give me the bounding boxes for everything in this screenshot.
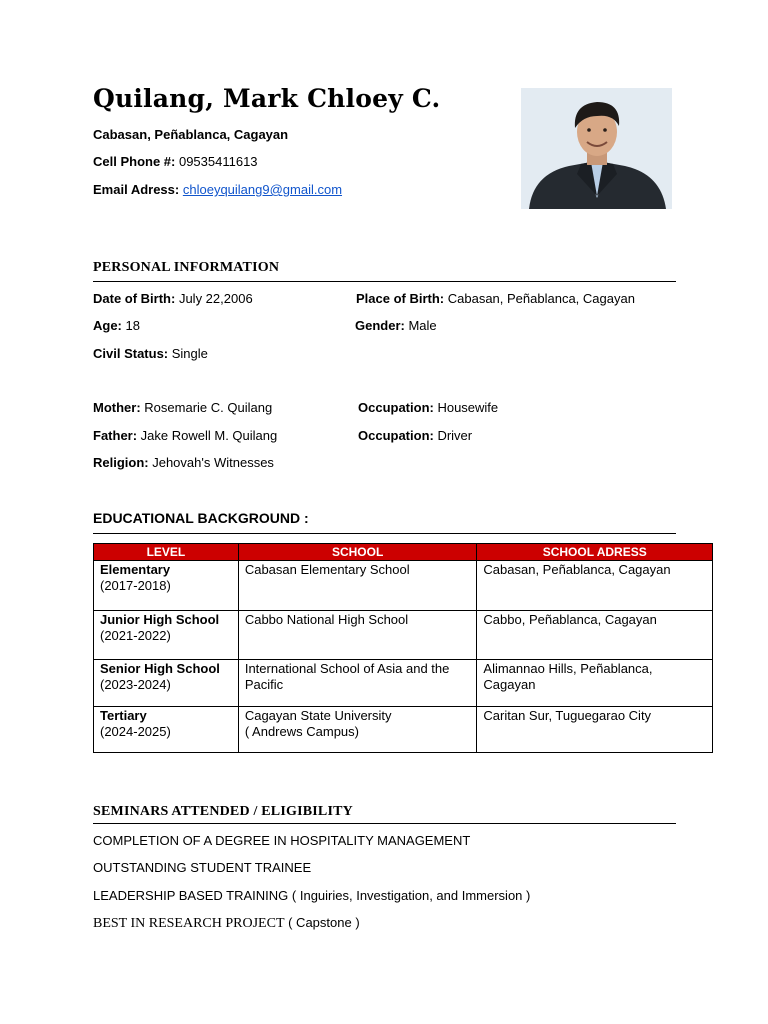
father-value: Jake Rowell M. Quilang [137, 428, 278, 443]
age-field [93, 318, 140, 333]
column-header-school: SCHOOL [238, 544, 477, 561]
pob-field [356, 291, 635, 306]
level-years: (2021-2022) [100, 628, 171, 643]
level-cell [94, 561, 239, 611]
father-label: Father: [93, 428, 138, 443]
level-years: (2017-2018) [100, 578, 171, 593]
civil-status-value: Single [168, 346, 208, 361]
level-cell [94, 660, 239, 707]
applicant-name: Quilang, Mark Chloey C. [93, 84, 441, 113]
dob-field [93, 291, 253, 306]
level-name: Elementary [100, 562, 171, 577]
address-cell: Caritan Sur, Tuguegarao City [477, 707, 713, 753]
school-name-line2: Pacific [244, 677, 284, 692]
religion-label: Religion: [93, 455, 149, 470]
gender-field [355, 318, 437, 333]
pob-value: Cabasan, Peñablanca, Cagayan [444, 291, 635, 306]
divider [93, 823, 676, 824]
father-occupation-field [358, 428, 472, 443]
personal-info-heading: PERSONAL INFORMATION [93, 260, 280, 275]
email-label: Email Adress: [93, 182, 180, 197]
applicant-address: Cabasan, Peñablanca, Cagayan [93, 127, 289, 142]
level-cell [94, 611, 239, 660]
divider [93, 533, 676, 534]
pob-label: Place of Birth: [356, 291, 445, 306]
gender-label: Gender: [355, 318, 405, 333]
mother-occupation-value: Housewife [433, 400, 499, 415]
religion-field [93, 455, 274, 470]
seminar-item [93, 915, 360, 932]
mother-value: Rosemarie C. Quilang [140, 400, 273, 415]
dob-value: July 22,2006 [175, 291, 253, 306]
address-cell: Cabbo, Peñablanca, Cagayan [477, 611, 713, 660]
profile-photo [521, 88, 672, 209]
civil-status-field [93, 346, 208, 361]
table-header-row [94, 544, 713, 561]
gender-value: Male [404, 318, 437, 333]
age-value: 18 [121, 318, 140, 333]
civil-status-label: Civil Status: [93, 346, 169, 361]
table-row [94, 611, 713, 660]
school-name: International School of Asia and the [244, 661, 450, 676]
table-row [94, 707, 713, 753]
school-name-line2: ( Andrews Campus) [244, 724, 359, 739]
seminar-item-title: BEST IN RESEARCH PROJECT [93, 916, 285, 931]
dob-label: Date of Birth: [93, 291, 176, 306]
phone-label: Cell Phone #: [93, 154, 176, 169]
address-cell: Cabasan, Peñablanca, Cagayan [477, 561, 713, 611]
level-cell [94, 707, 239, 753]
seminar-item: LEADERSHIP BASED TRAINING ( Inguiries, Investigation, and Immersion ) [93, 888, 531, 903]
school-name: Cagayan State University [244, 708, 392, 723]
father-occupation-label: Occupation: [358, 428, 434, 443]
phone-line [93, 154, 258, 169]
education-heading: EDUCATIONAL BACKGROUND : [93, 510, 309, 526]
mother-occupation-label: Occupation: [358, 400, 434, 415]
level-years: (2024-2025) [100, 724, 171, 739]
mother-label: Mother: [93, 400, 141, 415]
religion-value: Jehovah's Witnesses [148, 455, 274, 470]
father-occupation-value: Driver [433, 428, 473, 443]
address-cell: Alimannao Hills, Peñablanca, Cagayan [477, 660, 713, 707]
education-table [93, 543, 713, 753]
age-label: Age: [93, 318, 122, 333]
school-cell [238, 561, 477, 611]
email-link[interactable]: chloeyquilang9@gmail.com [182, 182, 343, 197]
level-years: (2023-2024) [100, 677, 171, 692]
level-name: Tertiary [100, 708, 147, 723]
person-photo-icon [521, 88, 672, 209]
school-cell [238, 660, 477, 707]
level-name: Junior High School [100, 612, 220, 627]
phone-value: 09535411613 [175, 154, 258, 169]
seminar-item-note: ( Capstone ) [284, 915, 360, 930]
seminar-item: COMPLETION OF A DEGREE IN HOSPITALITY MANAGEMENT [93, 833, 471, 848]
email-line [93, 182, 342, 197]
father-field [93, 428, 277, 443]
seminar-item: OUTSTANDING STUDENT TRAINEE [93, 860, 312, 875]
column-header-level: LEVEL [94, 544, 239, 561]
mother-occupation-field [358, 400, 498, 415]
school-name: Cabbo National High School [244, 612, 409, 627]
school-name: Cabasan Elementary School [244, 562, 410, 577]
school-cell [238, 611, 477, 660]
level-name: Senior High School [100, 661, 220, 676]
divider [93, 281, 676, 282]
table-row [94, 561, 713, 611]
column-header-address: SCHOOL ADRESS [477, 544, 713, 561]
mother-field [93, 400, 272, 415]
school-cell [238, 707, 477, 753]
seminars-heading: SEMINARS ATTENDED / ELIGIBILITY [93, 804, 353, 819]
table-row [94, 660, 713, 707]
